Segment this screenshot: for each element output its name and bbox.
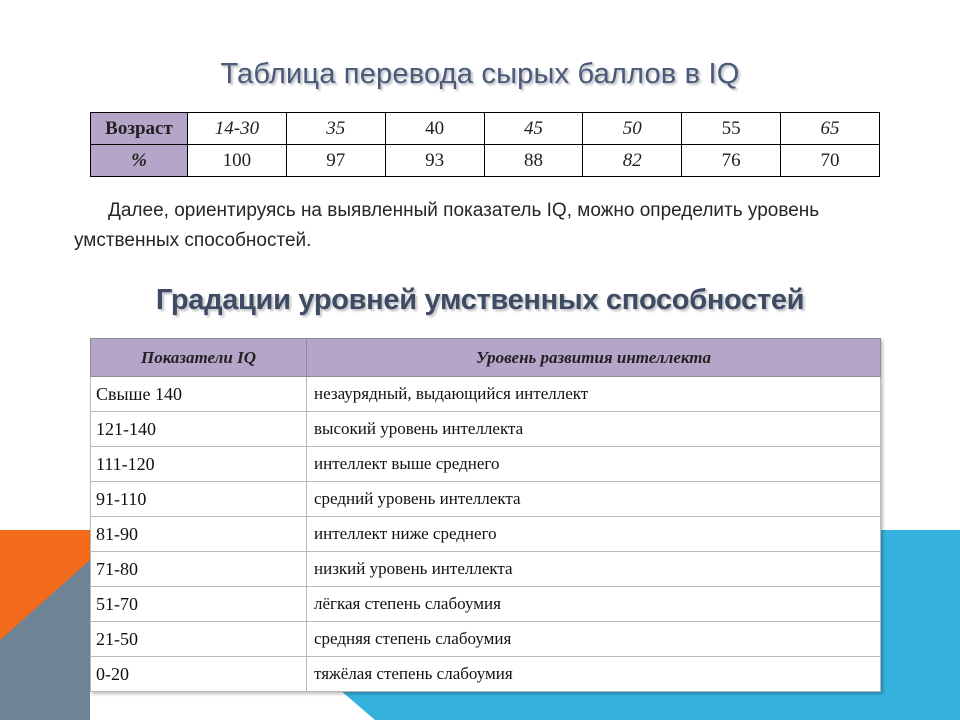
header-iq: Показатели IQ bbox=[91, 339, 307, 377]
iq-range: 0-20 bbox=[91, 657, 307, 692]
intellect-level: средний уровень интеллекта bbox=[307, 482, 881, 517]
grades-header-row bbox=[91, 339, 881, 377]
percent-row bbox=[91, 145, 880, 177]
table-row bbox=[91, 552, 881, 587]
table-row bbox=[91, 412, 881, 447]
table-row bbox=[91, 447, 881, 482]
header-level: Уровень развития интеллекта bbox=[307, 339, 881, 377]
iq-range: 21-50 bbox=[91, 622, 307, 657]
body-paragraph: Далее, ориентируясь на выявленный показатель IQ, можно определить уровень умственных способностей. bbox=[74, 200, 820, 251]
iq-range: 81-90 bbox=[91, 517, 307, 552]
table-row bbox=[91, 622, 881, 657]
age-cell: 35 bbox=[286, 113, 385, 145]
age-conversion-table bbox=[90, 112, 880, 177]
intellect-level: интеллект ниже среднего bbox=[307, 517, 881, 552]
percent-cell: 88 bbox=[484, 145, 583, 177]
intellect-level: незаурядный, выдающийся интеллект bbox=[307, 377, 881, 412]
iq-grades-table bbox=[90, 338, 881, 692]
iq-range: 91-110 bbox=[91, 482, 307, 517]
iq-range: 51-70 bbox=[91, 587, 307, 622]
percent-row-label: % bbox=[91, 145, 188, 177]
percent-cell: 93 bbox=[385, 145, 484, 177]
iq-range: 71-80 bbox=[91, 552, 307, 587]
percent-cell: 97 bbox=[286, 145, 385, 177]
age-cell: 45 bbox=[484, 113, 583, 145]
intellect-level: лёгкая степень слабоумия bbox=[307, 587, 881, 622]
age-cell: 40 bbox=[385, 113, 484, 145]
iq-range: Свыше 140 bbox=[91, 377, 307, 412]
table-row bbox=[91, 482, 881, 517]
age-cell: 50 bbox=[583, 113, 682, 145]
table-row bbox=[91, 517, 881, 552]
table-row bbox=[91, 587, 881, 622]
intellect-level: тяжёлая степень слабоумия bbox=[307, 657, 881, 692]
intellect-level: средняя степень слабоумия bbox=[307, 622, 881, 657]
intellect-level: высокий уровень интеллекта bbox=[307, 412, 881, 447]
page-title: Таблица перевода сырых баллов в IQ bbox=[220, 58, 740, 90]
percent-cell: 76 bbox=[682, 145, 781, 177]
percent-cell: 70 bbox=[781, 145, 880, 177]
age-row-label: Возраст bbox=[91, 113, 188, 145]
table-row bbox=[91, 377, 881, 412]
intellect-level: низкий уровень интеллекта bbox=[307, 552, 881, 587]
intellect-level: интеллект выше среднего bbox=[307, 447, 881, 482]
blue-bottom-shape bbox=[340, 690, 880, 720]
iq-range: 111-120 bbox=[91, 447, 307, 482]
age-cell: 55 bbox=[682, 113, 781, 145]
age-cell: 14-30 bbox=[188, 113, 287, 145]
age-cell: 65 bbox=[781, 113, 880, 145]
blue-shape bbox=[880, 530, 960, 720]
table-row bbox=[91, 657, 881, 692]
iq-range: 121-140 bbox=[91, 412, 307, 447]
age-row bbox=[91, 113, 880, 145]
section-title: Градации уровней умственных способностей bbox=[155, 284, 805, 316]
grades-body bbox=[91, 377, 881, 692]
percent-cell: 82 bbox=[583, 145, 682, 177]
percent-cell: 100 bbox=[188, 145, 287, 177]
